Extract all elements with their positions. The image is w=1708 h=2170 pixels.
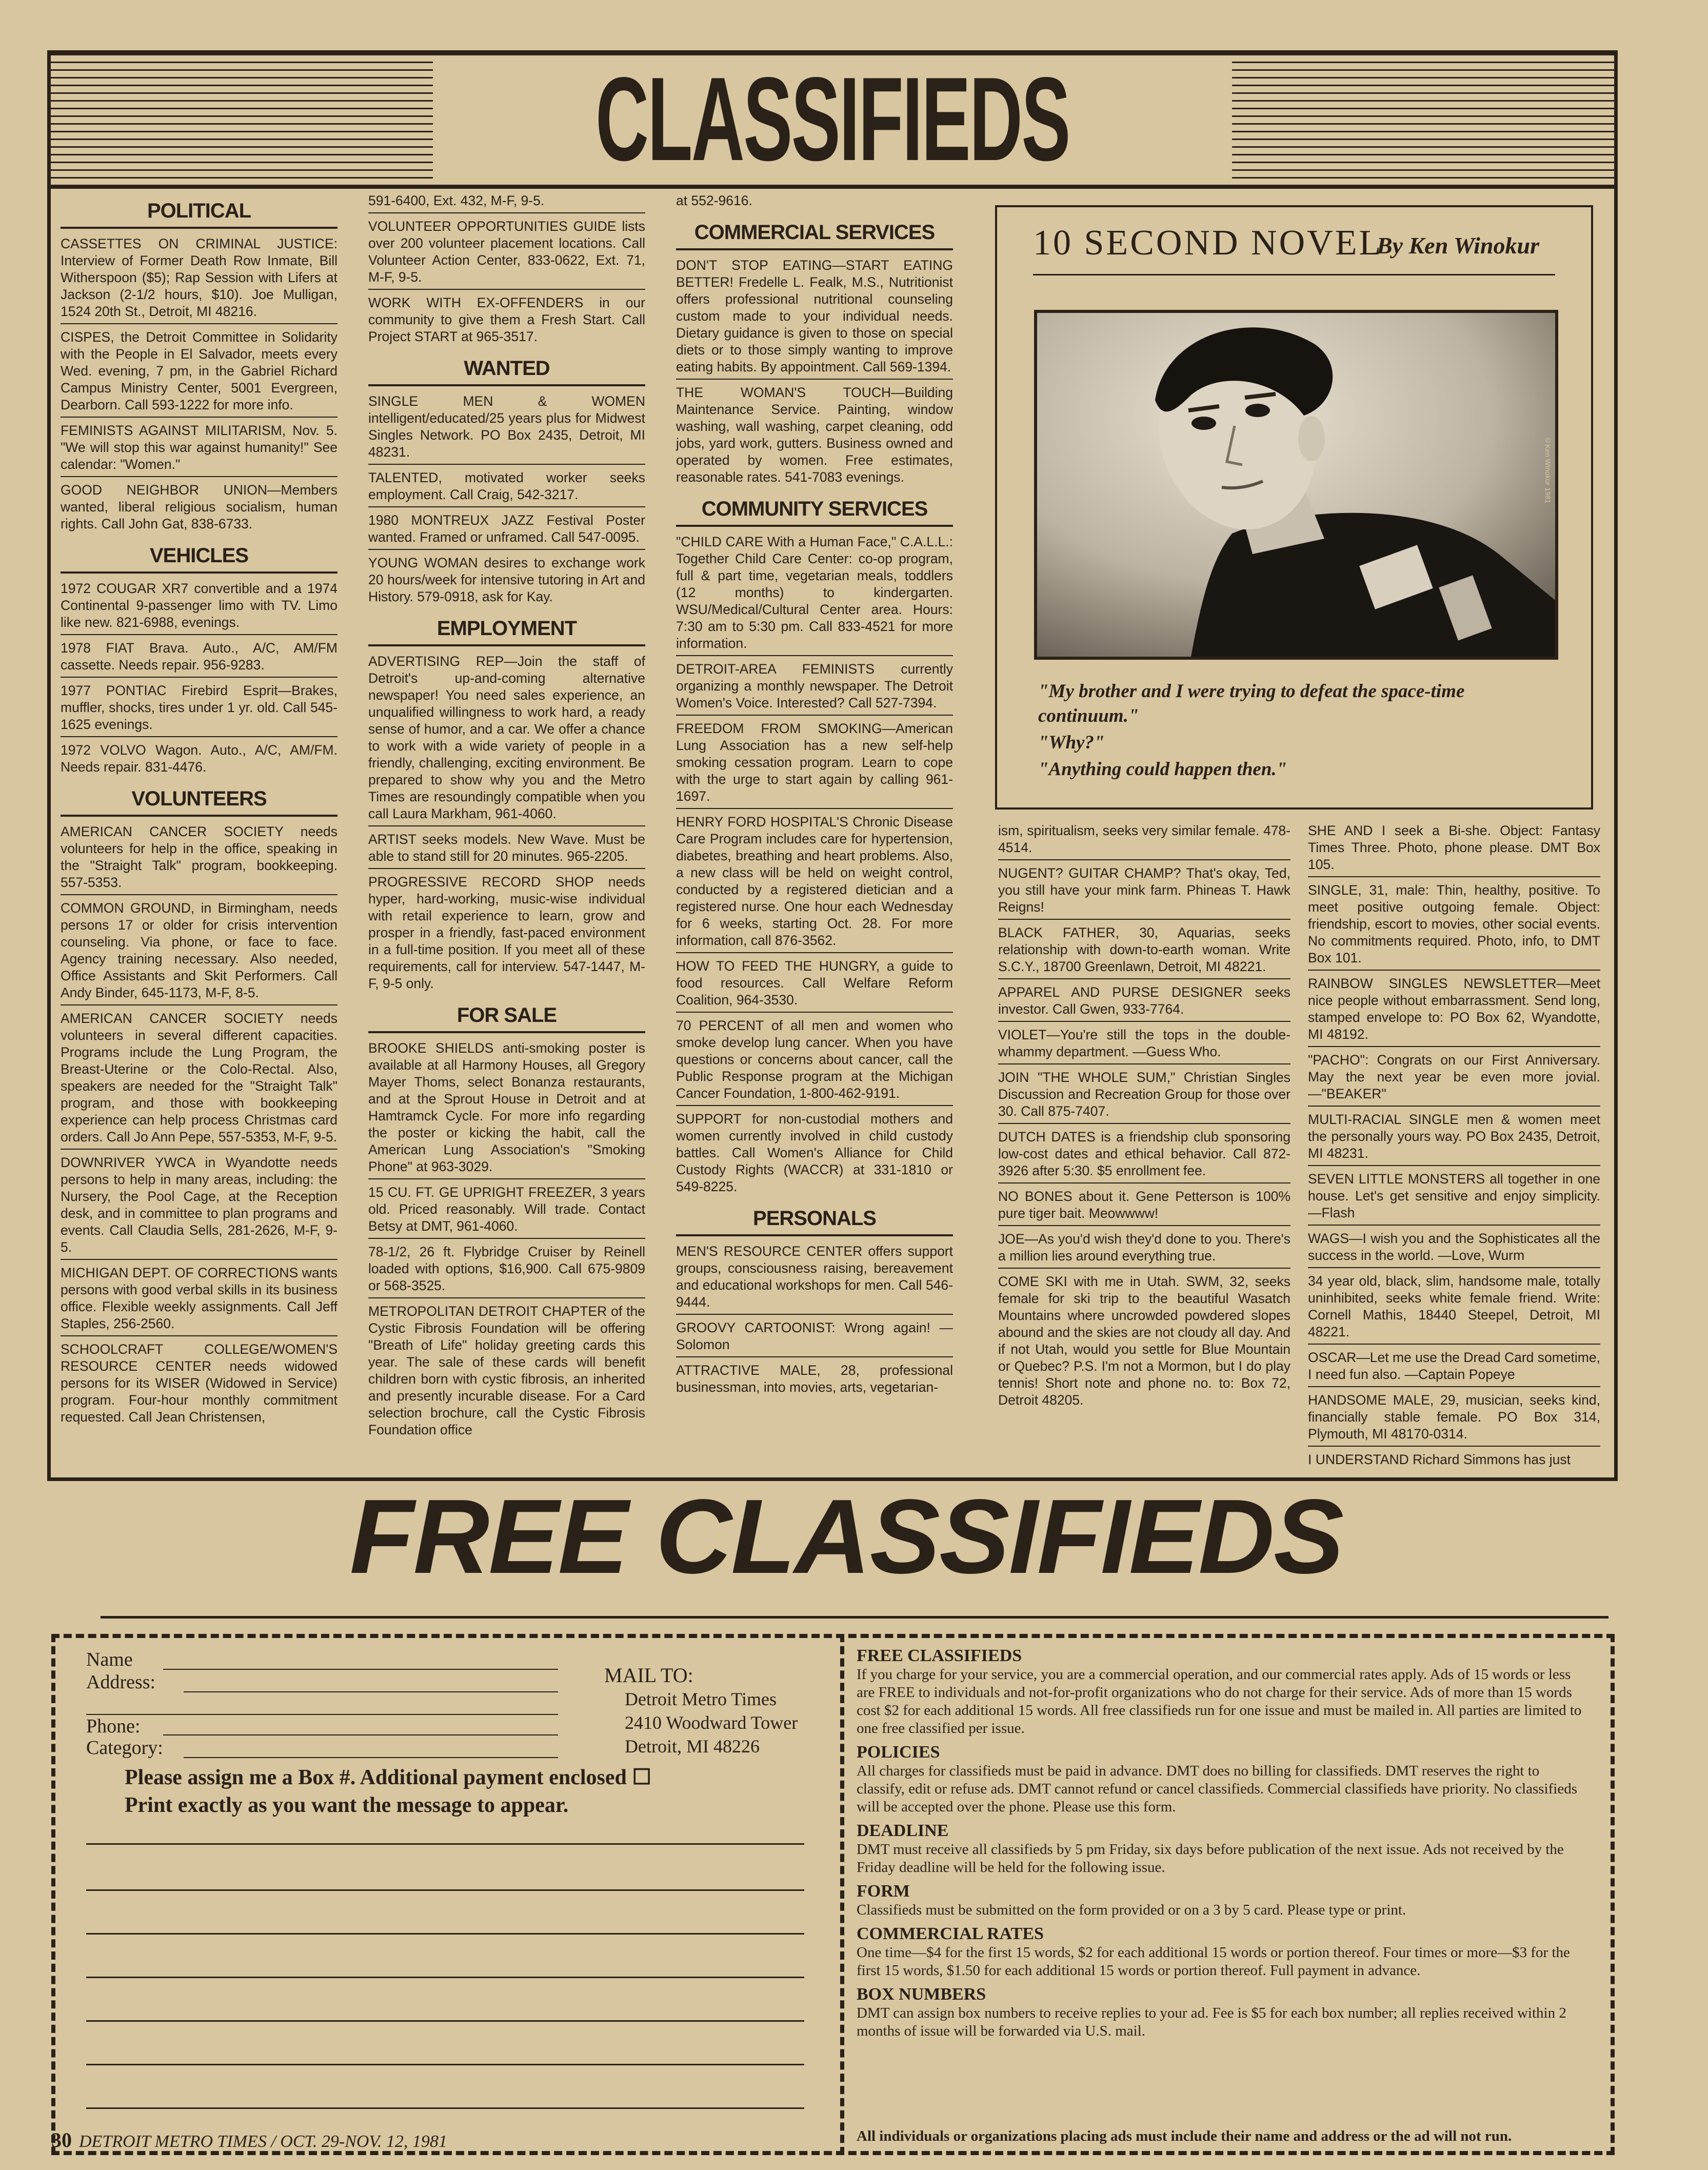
classified-ad: METROPOLITAN DETROIT CHAPTER of the Cystic Fibrosis Foundation will be offering "Breath of Life" holiday greeting cards this year. The sale of these cards will benefit children born with cystic fibrosis, an inherited and presently incurable disease. For a Card selection brochure, call the Cystic Fibrosis Foundation office	[368, 1304, 645, 1437]
policy-text: One time—$4 for the first 15 words, $2 for each additional 15 words or portion thereof. Four times or more—$3 for the first 15 words, $1.50 for each additional 15 words or portion thereof. Full payment in advance.	[857, 1944, 1570, 1979]
category-label: Category:	[86, 1737, 163, 1759]
classified-ad: ism, spiritualism, seeks very similar female. 478-4514.	[998, 821, 1290, 860]
classified-ad: "CHILD CARE With a Human Face," C.A.L.L.: Together Child Care Center: co-op program, full & part time, vegetarian meals, toddlers (12 months) to kindergarten. WSU/Medical/Cultural Center area. Hours: 7:30 am to 5:30 pm. Call 833-4521 for more information.	[676, 532, 953, 656]
classified-ad: NO BONES about it. Gene Petterson is 100% pure tiger bait. Meowwww!	[998, 1187, 1290, 1226]
policy-heading: COMMERCIAL RATES	[857, 1924, 1044, 1943]
message-line[interactable]	[86, 2064, 804, 2065]
column-2	[368, 191, 645, 1445]
policy-heading: FORM	[857, 1882, 910, 1901]
classified-ad: 15 CU. FT. GE UPRIGHT FREEZER, 3 years old. Priced reasonably. Will trade. Contact Betsy at DMT, 961-4060.	[368, 1182, 645, 1239]
classified-ad: OSCAR—Let me use the Dread Card sometime, I need fun also. —Captain Popeye	[1308, 1348, 1600, 1387]
ad-list-for-sale	[368, 1038, 645, 1442]
ad-list-vehicles	[61, 579, 337, 779]
ad-list-wanted	[368, 391, 645, 608]
classified-ad: DETROIT-AREA FEMINISTS currently organizing a monthly newspaper. The Detroit Women's Voice. Interested? Call 527-7394.	[676, 659, 953, 716]
column-3	[676, 191, 953, 1402]
classified-ad: WAGS—I wish you and the Sophisticates all the success in the world. —Love, Wurm	[1308, 1229, 1600, 1268]
page-footer	[51, 2128, 447, 2152]
section-heading-for-sale: FOR SALE	[368, 1002, 645, 1033]
quote-line-1: "My brother and I were trying to defeat the space-time continuum."	[1038, 681, 1465, 726]
classified-ad: 70 PERCENT of all men and women who smoke develop lung cancer. When you have questions or concerns about cancer, call the Public Response program at the Michigan Cancer Foundation, 1-800-462-9191.	[676, 1016, 953, 1106]
classified-ad: HANDSOME MALE, 29, musician, seeks kind, financially stable female. PO Box 314, Plymouth, MI 48170-0314.	[1308, 1390, 1600, 1447]
column-1	[61, 191, 337, 1432]
classified-ad: RAINBOW SINGLES NEWSLETTER—Meet nice people without embarrassment. Send long, stamped envelope to: PO Box 62, Wyandotte, MI 48192.	[1308, 974, 1600, 1047]
classified-ad: DON'T STOP EATING—START EATING BETTER! Fredelle L. Fealk, M.S., Nutritionist offers professional nutritional counseling custom made to your individual needs. Dietary guidance is given to those on special diets or to those simply wanting to improve eating habits. By appointment. Call 569-1394.	[676, 255, 953, 380]
box-number-line[interactable]: Please assign me a Box #. Additional payment enclosed ☐	[125, 1766, 652, 1789]
classified-ad: ARTIST seeks models. New Wave. Must be able to stand still for 20 minutes. 965-2205.	[368, 830, 645, 869]
classified-ad: "PACHO": Congrats on our First Anniversary. May the next year be even more jovial. —"BEAKER"	[1308, 1050, 1600, 1107]
classified-ad: COME SKI with me in Utah. SWM, 32, seeks female for ski trip to the beautiful Wasatch Mountains where uncrowded powdered slopes abound and the skies are not cloudy all day. And if not Utah, would you settle for Blue Mountain or Quebec? P.S. I'm not a Mormon, but I do play tennis! Short note and phone no. to: Box 72, Detroit 48205.	[998, 1274, 1290, 1408]
classified-ad: ATTRACTIVE MALE, 28, professional businessman, into movies, arts, vegetarian-	[676, 1363, 953, 1395]
column-4	[998, 821, 1290, 1415]
classified-ad: SINGLE MEN & WOMEN intelligent/educated/25 years plus for Midwest Singles Network. PO Box 2435, Detroit, MI 48231.	[368, 391, 645, 465]
message-line[interactable]	[86, 1977, 804, 1978]
ad-list-commercial	[676, 255, 953, 489]
ad-list-col2-top	[368, 191, 645, 348]
classified-ad: TALENTED, motivated worker seeks employment. Call Craig, 542-3217.	[368, 468, 645, 507]
section-heading-vehicles: VEHICLES	[61, 543, 337, 574]
quote-line-2: "Why?"	[1038, 732, 1105, 753]
section-heading-personals: PERSONALS	[676, 1206, 953, 1236]
classified-ad: JOE—As you'd wish they'd done to you. There's a million lies around everything true.	[998, 1229, 1290, 1269]
section-heading-community: COMMUNITY SERVICES	[676, 496, 953, 527]
message-line[interactable]	[86, 1843, 804, 1845]
ad-list-political	[61, 234, 337, 536]
policy-list	[857, 1641, 1590, 2040]
classified-ad: COMMON GROUND, in Birmingham, needs persons 17 or older for crisis intervention counseling. Via phone, or face to face. Agency training necessary. Also needed, Office Assistants and Skit Performers. Call Andy Binder, 645-1173, M-F, 8-5.	[61, 898, 337, 1005]
classified-ad: 78-1/2, 26 ft. Flybridge Cruiser by Reinell loaded with options, $16,900. Call 675-9809 or 568-3525.	[368, 1242, 645, 1298]
mail-to-line-1: Detroit Metro Times	[625, 1689, 777, 1709]
free-title-rule	[101, 1616, 1608, 1619]
classified-ad: SUPPORT for non-custodial mothers and women currently involved in child custody battles. Call Women's Alliance for Child Custody Rights (WACCR) at 331-1810 or 549-8225.	[676, 1111, 953, 1194]
classified-ad: MICHIGAN DEPT. OF CORRECTIONS wants persons with good verbal skills in its business office. Flexible weekly assignments. Call Jeff Staples, 256-2560.	[61, 1263, 337, 1336]
name-field[interactable]	[163, 1669, 558, 1670]
publication-line: DETROIT METRO TIMES / OCT. 29-NOV. 12, 1981	[79, 2132, 447, 2151]
policy-heading: BOX NUMBERS	[857, 1985, 986, 2004]
classified-ad: HENRY FORD HOSPITAL'S Chronic Disease Care Program includes care for hypertension, diabetes, breathing and heart problems. Also, a new class will be held on weight control, conducted by a registered dietician and a registered nurse. One hour each Wednesday for 6 weeks, starting Oct. 28. For more information, call 876-3562.	[676, 812, 953, 953]
classified-ad: PROGRESSIVE RECORD SHOP needs hyper, hard-working, music-wise individual with retail experience to learn, grow and prosper in a friendly, fast-paced environment in a full-time position. If you meet all of these requirements, call for interview. 547-1447, M-F, 9-5 only.	[368, 874, 645, 991]
classified-ad: FEMINISTS AGAINST MILITARISM, Nov. 5. "We will stop this war against humanity!" See calendar: "Women."	[61, 421, 337, 477]
classified-ad: MEN'S RESOURCE CENTER offers support groups, consciousness raising, bereavement and educational workshops for men. Call 546-9444.	[676, 1241, 953, 1315]
column-5	[1308, 821, 1600, 1474]
classified-ad: JOIN "THE WHOLE SUM," Christian Singles Discussion and Recreation Group for those over 30. Call 875-7407.	[998, 1068, 1290, 1124]
classified-ad: SINGLE, 31, male: Thin, healthy, positive. To meet positive outgoing female. Object: friendship, escort to movies, other social events. No commitments required. Photo, info, to DMT Box 101.	[1308, 880, 1600, 971]
classified-ad: FREEDOM FROM SMOKING—American Lung Association has a new self-help smoking cessation program. Learn to cope with the urge to start again by calling 961-1697.	[676, 719, 953, 809]
classified-ad: 1980 MONTREUX JAZZ Festival Poster wanted. Framed or unframed. Call 547-0095.	[368, 510, 645, 550]
section-heading-volunteers: VOLUNTEERS	[61, 786, 337, 817]
classified-ad: SCHOOLCRAFT COLLEGE/WOMEN'S RESOURCE CENTER needs widowed persons for its WISER (Widowed in Service) program. Four-hour monthly commitment requested. Call Jean Christensen,	[61, 1342, 337, 1425]
mail-to-line-3: Detroit, MI 48226	[625, 1736, 760, 1757]
page-number: 30	[51, 2128, 72, 2152]
policy-text: DMT must receive all classifieds by 5 pm Friday, six days before publication of the next issue. Ads not received by the Friday deadline will be held for the following issue.	[857, 1841, 1564, 1876]
name-label: Name	[86, 1649, 133, 1670]
novel-quote	[1038, 679, 1551, 784]
classified-ad: VIOLET—You're still the tops in the double-whammy department. —Guess Who.	[998, 1025, 1290, 1064]
classified-ad: 1972 COUGAR XR7 convertible and a 1974 Continental 9-passenger limo with TV. Limo like new. 821-6988, evenings.	[61, 579, 337, 635]
classified-ad: AMERICAN CANCER SOCIETY needs volunteers for help in the office, speaking in the "Straight Talk" program, bookkeeping. 557-5353.	[61, 822, 337, 895]
classified-ad: YOUNG WOMAN desires to exchange work 20 hours/week for intensive tutoring in Art and History. 579-0918, ask for Kay.	[368, 555, 645, 604]
classified-ad: AMERICAN CANCER SOCIETY needs volunteers in several different capacities. Programs include the Lung Program, the Breast-Uterine or the Colo-Rectal. Also, speakers are needed for the "Straight Talk" program, and those with bookkeeping experience can help process Christmas card orders. Call Jo Ann Pepe, 557-5353, M-F, 9-5.	[61, 1009, 337, 1150]
classified-ad: GROOVY CARTOONIST: Wrong again! —Solomon	[676, 1318, 953, 1357]
classified-ad: 1978 FIAT Brava. Auto., A/C, AM/FM cassette. Needs repair. 956-9283.	[61, 638, 337, 678]
policy-heading: POLICIES	[857, 1743, 940, 1762]
classified-ad: WORK WITH EX-OFFENDERS in our community to give them a Fresh Start. Call Project START at 965-3517.	[368, 295, 645, 344]
section-heading-wanted: WANTED	[368, 356, 645, 386]
classified-ad: DUTCH DATES is a friendship club sponsoring low-cost dates and ethical behavior. Call 872-3926 after 5:30. $5 enrollment fee.	[998, 1127, 1290, 1183]
classified-ad: 591-6400, Ext. 432, M-F, 9-5.	[368, 191, 645, 213]
category-field[interactable]	[184, 1757, 558, 1758]
classified-ad: VOLUNTEER OPPORTUNITIES GUIDE lists over 200 volunteer placement locations. Call Volunteer Action Center, 833-0622, Ext. 71, M-F, 9-5.	[368, 216, 645, 290]
masthead-title: CLASSIFIEDS	[433, 58, 1232, 181]
mail-to-label: MAIL TO:	[604, 1664, 693, 1687]
print-instruction: Print exactly as you want the message to appear.	[125, 1793, 569, 1817]
free-classifieds-title: FREE CLASSIFIEDS	[349, 1477, 1343, 1595]
classified-ad: MULTI-RACIAL SINGLE men & women meet the personally yours way. PO Box 2435, Detroit, MI 48231.	[1308, 1110, 1600, 1166]
classified-ad: APPAREL AND PURSE DESIGNER seeks investor. Call Gwen, 933-7764.	[998, 982, 1290, 1022]
classified-ad: BLACK FATHER, 30, Aquarias, seeks relationship with down-to-earth woman. Write S.C.Y., 18700 Greenlawn, Detroit, MI 48221.	[998, 923, 1290, 979]
quote-line-3: "Anything could happen then."	[1038, 759, 1287, 780]
phone-label: Phone:	[86, 1715, 141, 1737]
classified-ad: THE WOMAN'S TOUCH—Building Maintenance Service. Painting, window washing, wall washing, carpet cleaning, odd jobs, yard work, gutters. Business owned and operated by women. Free estimates, reasonable rates. 541-7083 evenings.	[676, 385, 953, 485]
order-form	[51, 1634, 844, 2155]
classified-ad: 1977 PONTIAC Firebird Esprit—Brakes, muffler, shocks, tires under 1 yr. old. Call 545-1625 evenings.	[61, 681, 337, 737]
policy-text: If you charge for your service, you are a commercial operation, and our commercial rates apply. Ads of 15 words or less are FREE to individuals and not-for-profit organizations who do not charge for their service. Ads of more than 15 words cost $2 for each additional 15 words. All free classifieds run for one issue and must be mailed in. All parties are limited to one free classified per issue.	[857, 1666, 1582, 1737]
policy-box	[836, 1634, 1615, 2155]
policy-last-line: All individuals or organizations placing ads must include their name and address or the ad will not run.	[857, 2128, 1512, 2144]
classified-ad: 34 year old, black, slim, handsome male, totally uninhibited, seeks white female friend. Write: Cornell Mathis, 18440 Steepel, Detroit, MI 48221.	[1308, 1271, 1600, 1345]
novel-title: 10 SECOND NOVEL	[1033, 223, 1383, 263]
policy-heading: FREE CLASSIFIEDS	[857, 1646, 1022, 1665]
ad-list-volunteers	[61, 822, 337, 1429]
section-heading-political: POLITICAL	[61, 198, 337, 229]
classified-ad: SHE AND I seek a Bi-she. Object: Fantasy Times Three. Photo, phone please. DMT Box 105.	[1308, 821, 1600, 877]
classified-ad: at 552-9616.	[676, 193, 752, 208]
ad-list-col3-top	[676, 191, 953, 212]
classified-ad: ADVERTISING REP—Join the staff of Detroit's up-and-coming alternative newspaper! You need sales experience, an unqualified willingness to work hard, a ready sense of humor, and a car. We offer a chance to work with a wide variety of people in a friendly, challenging, exciting environment. Be prepared to show why you and the Metro Times are resoundingly compatible when you call Laura Markham, 961-4060.	[368, 652, 645, 826]
message-line[interactable]	[86, 2107, 804, 2109]
box-instructions	[125, 1764, 651, 1819]
phone-field[interactable]	[163, 1734, 558, 1735]
ad-list-personals	[676, 1241, 953, 1399]
classified-ad: NUGENT? GUITAR CHAMP? That's okay, Ted, you still have your mink farm. Phineas T. Hawk Reigns!	[998, 863, 1290, 920]
mail-to-line-2: 2410 Woodward Tower	[625, 1712, 798, 1733]
classified-ad: I UNDERSTAND Richard Simmons has just	[1308, 1452, 1571, 1467]
classified-ad: SEVEN LITTLE MONSTERS all together in one house. Let's get sensitive and enjoy simplicity. —Flash	[1308, 1169, 1600, 1226]
ad-list-personals-2	[998, 821, 1290, 1412]
policy-text: All charges for classifieds must be paid in advance. DMT does no billing for classifieds. DMT reserves the right to classify, edit or refuse ads. DMT cannot refund or cancel classifieds. Commercial classifieds have priority. No classifieds will be accepted over the phone. Please use this form.	[857, 1763, 1577, 1815]
classified-ad: CISPES, the Detroit Committee in Solidarity with the People in El Salvador, meets every Wed. evening, 7 pm, in the Gabriel Richard Campus Ministry Center, 5001 Evergreen, Dearborn. Call 593-1222 for more info.	[61, 327, 337, 418]
ad-list-employment	[368, 652, 645, 995]
classified-ad: GOOD NEIGHBOR UNION—Members wanted, liberal religious socialism, human rights. Call John Gat, 838-6733.	[61, 482, 337, 531]
address-field-2[interactable]	[86, 1714, 558, 1715]
policy-text: Classifieds must be submitted on the form provided or on a 3 by 5 card. Please type or print.	[857, 1902, 1406, 1918]
novel-divider	[1033, 274, 1555, 275]
ten-second-novel-box	[995, 205, 1593, 810]
address-label: Address:	[86, 1671, 156, 1693]
mail-to-block	[604, 1664, 798, 1758]
section-heading-commercial: COMMERCIAL SERVICES	[676, 220, 953, 250]
novel-byline: By Ken Winokur	[1377, 232, 1539, 259]
message-line[interactable]	[86, 1889, 804, 1891]
ad-list-community	[676, 532, 953, 1198]
classified-ad: DOWNRIVER YWCA in Wyandotte needs persons to help in many areas, including: the Nursery, the Pool Cage, at the Reception desk, and in committee to plan programs and events. Call Claudia Sells, 281-2626, M-F, 9-5.	[61, 1153, 337, 1260]
message-line[interactable]	[86, 2020, 804, 2022]
section-heading-employment: EMPLOYMENT	[368, 616, 645, 646]
address-field[interactable]	[184, 1691, 558, 1692]
message-line[interactable]	[86, 1933, 804, 1935]
novel-photo	[1034, 310, 1558, 660]
portrait-image	[1037, 313, 1555, 657]
classified-ad: BROOKE SHIELDS anti-smoking poster is available at all Harmony Houses, all Gregory Mayer Thoms, select Bonanza restaurants, and at the Sprout House in Detroit and at Hamtramck Cycle. For more info regarding the poster or kicking the habit, call the American Lung Association's "Smoking Phone" at 963-3029.	[368, 1038, 645, 1179]
classified-ad: 1972 VOLVO Wagon. Auto., A/C, AM/FM. Needs repair. 831-4476.	[61, 742, 337, 775]
classified-ad: HOW TO FEED THE HUNGRY, a guide to food resources. Call Welfare Reform Coalition, 964-3530.	[676, 956, 953, 1013]
ad-list-personals-3	[1308, 821, 1600, 1471]
policy-text: DMT can assign box numbers to receive replies to your ad. Fee is $5 for each box number; all replies received within 2 months of issue will be forwarded via U.S. mail.	[857, 2005, 1566, 2039]
photo-credit: ©Ken Winokur 1981	[1544, 436, 1552, 504]
masthead	[47, 50, 1618, 189]
classified-ad: CASSETTES ON CRIMINAL JUSTICE: Interview of Former Death Row Inmate, Bill Witherspoon ($5); Rap Session with Lifers at Jackson (2-1/2 hours, $10). Joe Mulligan, 1524 20th St., Detroit, MI 48216.	[61, 234, 337, 324]
policy-heading: DEADLINE	[857, 1821, 949, 1840]
